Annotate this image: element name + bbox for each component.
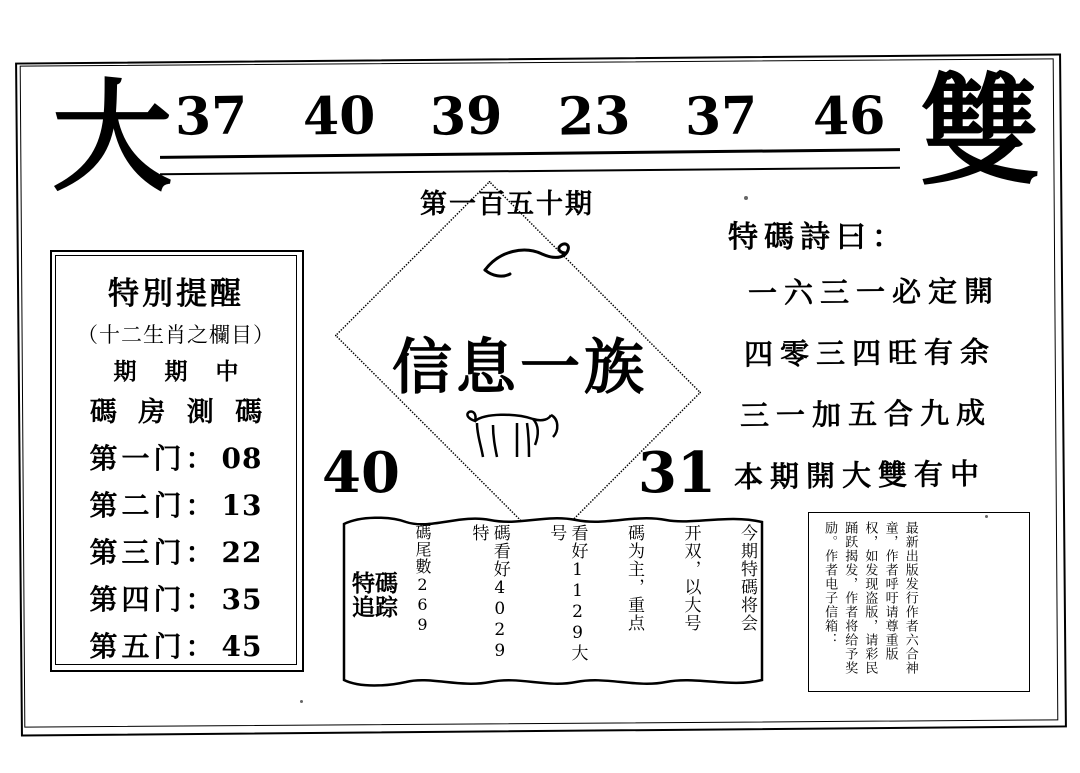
reminder-title: 特別提醒	[108, 276, 244, 312]
issue-label: 第一百五十期	[420, 189, 594, 220]
list-item	[56, 437, 296, 477]
center-right-number: 31	[638, 440, 716, 506]
tracking-column: 看好1129大号	[546, 524, 588, 662]
poem-block	[733, 270, 1028, 514]
speckle	[985, 515, 988, 518]
reminder-line3: 碼 房 測 碼	[89, 397, 269, 428]
poem-line: 四零三四旺有余	[743, 334, 997, 372]
gate-value: 35	[221, 583, 263, 616]
title-char-left: 大	[52, 67, 172, 208]
list-item	[56, 578, 296, 618]
poem-line: 本期開大雙有中	[733, 456, 987, 495]
gate-list	[56, 437, 296, 665]
winning-number: 39	[429, 85, 503, 148]
gate-label: 第五门：	[89, 630, 218, 663]
tracking-column: 碼尾數269	[413, 524, 432, 635]
list-item	[56, 531, 296, 571]
copyright-note	[808, 512, 1030, 692]
winning-numbers	[175, 86, 885, 147]
tracking-column: 碼为主，重点	[624, 524, 644, 632]
gate-label: 第二门：	[89, 489, 218, 522]
poem-line: 一六三一必定開	[747, 274, 1001, 311]
tracking-tag: 特碼追踪	[352, 569, 398, 621]
winning-number: 23	[557, 85, 631, 148]
center-left-number: 40	[322, 440, 400, 506]
poem-line: 三一加五合九成	[739, 395, 993, 433]
tracking-columns	[412, 524, 757, 674]
winning-number: 37	[174, 85, 248, 148]
tracking-column: 开双，以大号	[680, 524, 701, 632]
reminder-line2: 期 期 中	[113, 358, 249, 385]
tracking-column: 碼看好4029特	[468, 524, 510, 662]
speckle	[744, 196, 748, 200]
winning-number: 40	[301, 85, 376, 148]
gate-value: 13	[221, 489, 263, 522]
reminder-subtitle: （十二生肖之欄目）	[77, 323, 275, 347]
gate-label: 第三门：	[89, 536, 218, 569]
winning-number: 46	[812, 85, 886, 148]
winning-number: 37	[684, 85, 758, 148]
list-item	[56, 484, 296, 524]
copyright-note-text: 最新出版发行作者六合神童，作者呼吁请尊重版权，如发现盗版，请彩民踊跃揭发，作者将给予奖励。作者电子信箱：	[822, 521, 918, 675]
gate-value: 45	[221, 630, 263, 663]
list-item	[56, 625, 296, 665]
tracking-banner	[330, 512, 776, 692]
gate-label: 第一门：	[89, 442, 218, 475]
reminder-panel	[55, 255, 297, 665]
tracking-column: 今期特碼将会	[737, 524, 757, 632]
gate-value: 22	[221, 536, 263, 569]
center-title: 信息一族	[392, 333, 648, 403]
title-char-right: 雙	[920, 61, 1040, 202]
speckle	[300, 700, 303, 703]
snake-icon	[480, 240, 590, 290]
poem-title: 特碼詩曰：	[728, 220, 908, 255]
gate-value: 08	[221, 442, 263, 475]
cow-icon	[455, 405, 565, 465]
gate-label: 第四门：	[89, 583, 218, 616]
